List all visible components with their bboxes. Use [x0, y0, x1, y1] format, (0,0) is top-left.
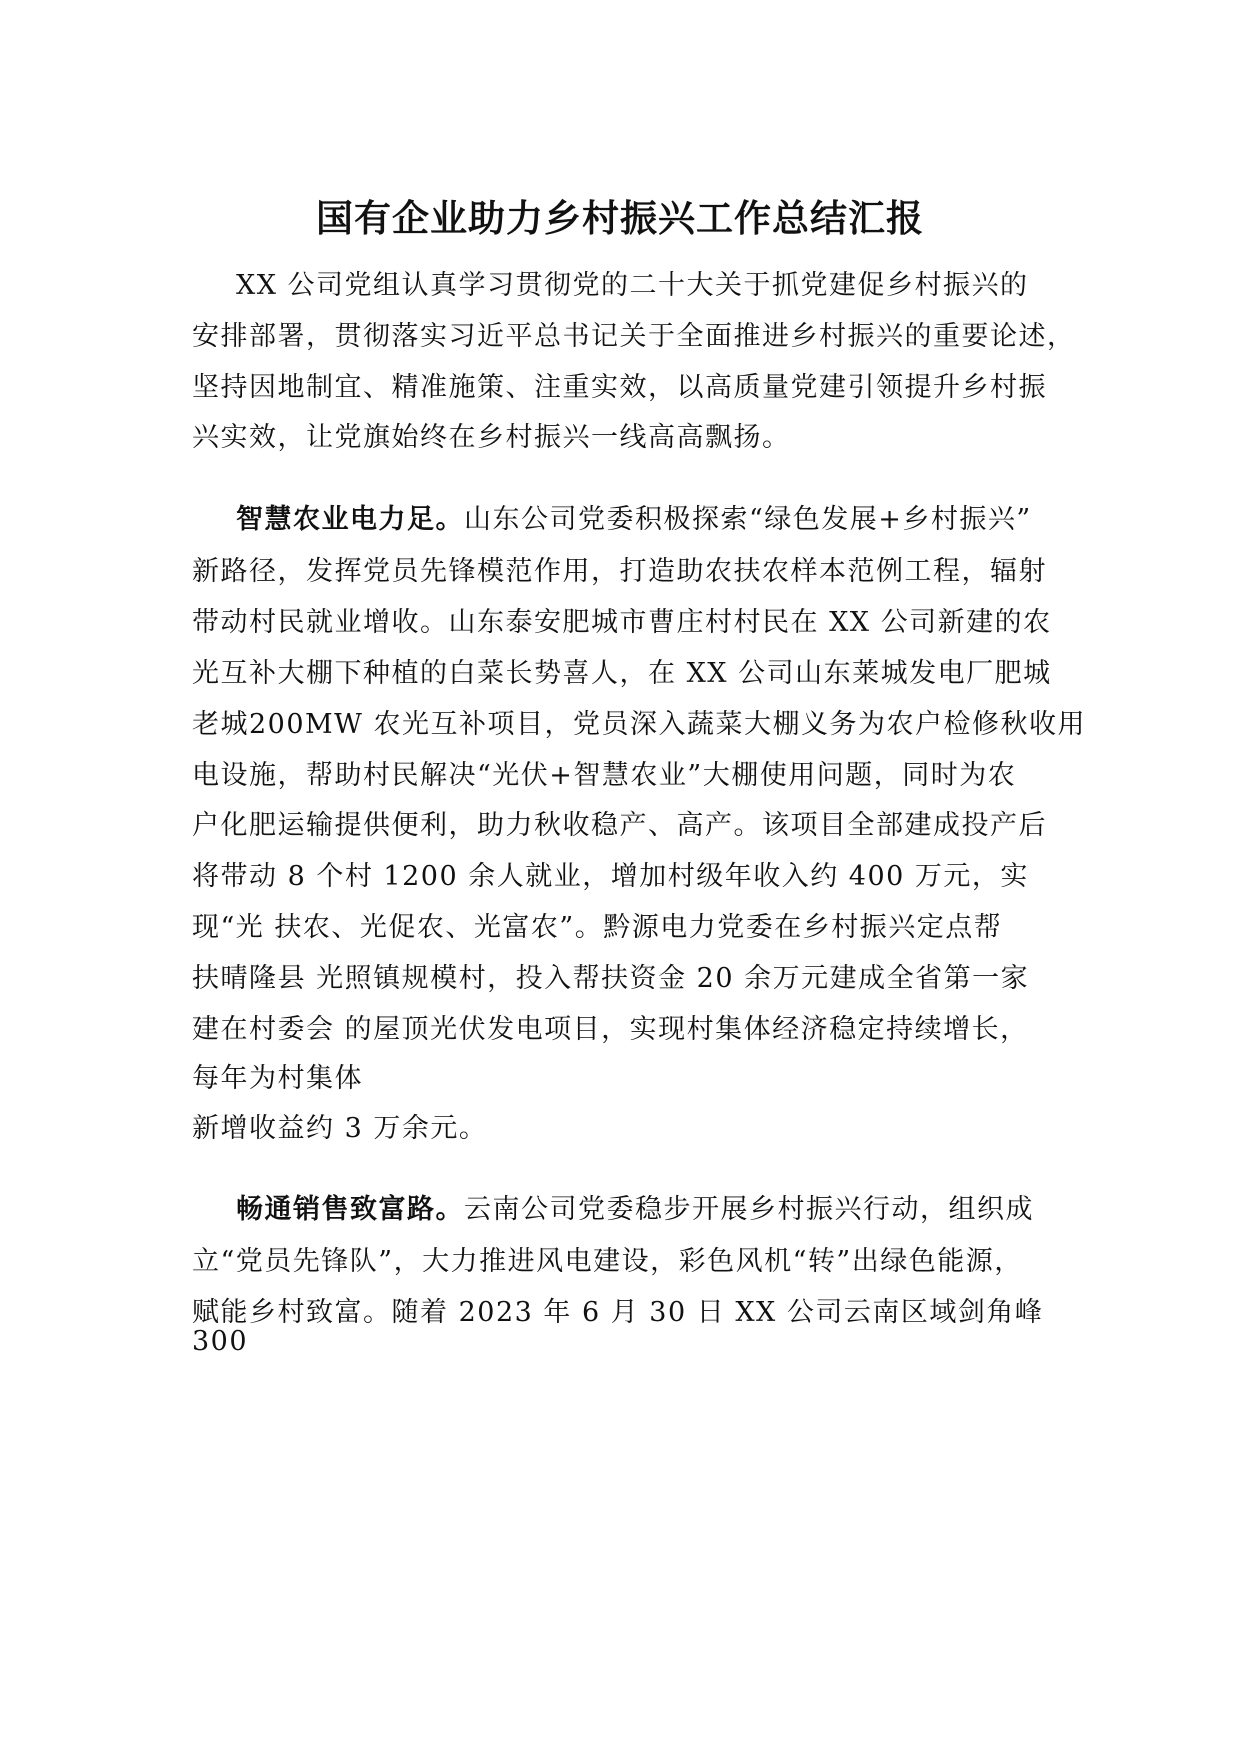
section1-line: 光互补大棚下种植的白菜长势喜人，在 XX 公司山东莱城发电厂肥城 — [192, 658, 1052, 689]
section1-first-line — [236, 500, 1032, 540]
section1-line: 建在村委会 的屋顶光伏发电项目，实现村集体经济稳定持续增长， — [192, 1014, 1029, 1045]
section1-line: 扶晴隆县 光照镇规模村，投入帮扶资金 20 余万元建成全省第一家 — [192, 963, 1030, 994]
section1-line: 新路径，发挥党员先锋模范作用，打造助农扶农样本范例工程，辐射 — [192, 556, 1047, 587]
section2-line: 立“党员先锋队”，大力推进风电建设，彩色风机“转”出绿色能源， — [192, 1246, 1023, 1277]
section2-heading: 畅通销售致富路。 — [236, 1194, 464, 1225]
section2-line: 300 — [192, 1326, 249, 1357]
intro-line: 坚持因地制宜、精准施策、注重实效，以高质量党建引领提升乡村振 — [192, 372, 1047, 403]
intro-line: 兴实效，让党旗始终在乡村振兴一线高高飘扬。 — [192, 422, 791, 453]
section1-line: 现“光 扶农、光促农、光富农”。黔源电力党委在乡村振兴定点帮 — [192, 912, 1003, 943]
section1-first-line-text: 山东公司党委积极探索“绿色发展+乡村振兴” — [464, 504, 1032, 535]
section1-heading: 智慧农业电力足。 — [236, 504, 464, 535]
section1-line: 每年为村集体 — [192, 1063, 363, 1094]
section1-line: 将带动 8 个村 1200 余人就业，增加村级年收入约 400 万元，实 — [192, 861, 1029, 892]
section1-line: 户化肥运输提供便利，助力秋收稳产、高产。该项目全部建成投产后 — [192, 810, 1047, 841]
section2-line: 赋能乡村致富。随着 2023 年 6 月 30 日 XX 公司云南区域剑角峰 — [192, 1297, 1044, 1328]
section1-line: 老城200MW 农光互补项目，党员深入蔬菜大棚义务为农户检修秋收用 — [192, 709, 1087, 740]
section2-first-line — [236, 1190, 1034, 1230]
section1-line: 电设施，帮助村民解决“光伏+智慧农业”大棚使用问题，同时为农 — [192, 760, 1017, 791]
section1-line: 新增收益约 3 万余元。 — [192, 1113, 488, 1144]
intro-line: 安排部署，贯彻落实习近平总书记关于全面推进乡村振兴的重要论述， — [192, 321, 1076, 352]
document-title: 国有企业助力乡村振兴工作总结汇报 — [316, 196, 924, 240]
intro-line: XX 公司党组认真学习贯彻党的二十大关于抓党建促乡村振兴的 — [236, 270, 1029, 301]
section2-first-line-text: 云南公司党委稳步开展乡村振兴行动，组织成 — [464, 1194, 1034, 1225]
section1-line: 带动村民就业增收。山东泰安肥城市曹庄村村民在 XX 公司新建的农 — [192, 607, 1052, 638]
